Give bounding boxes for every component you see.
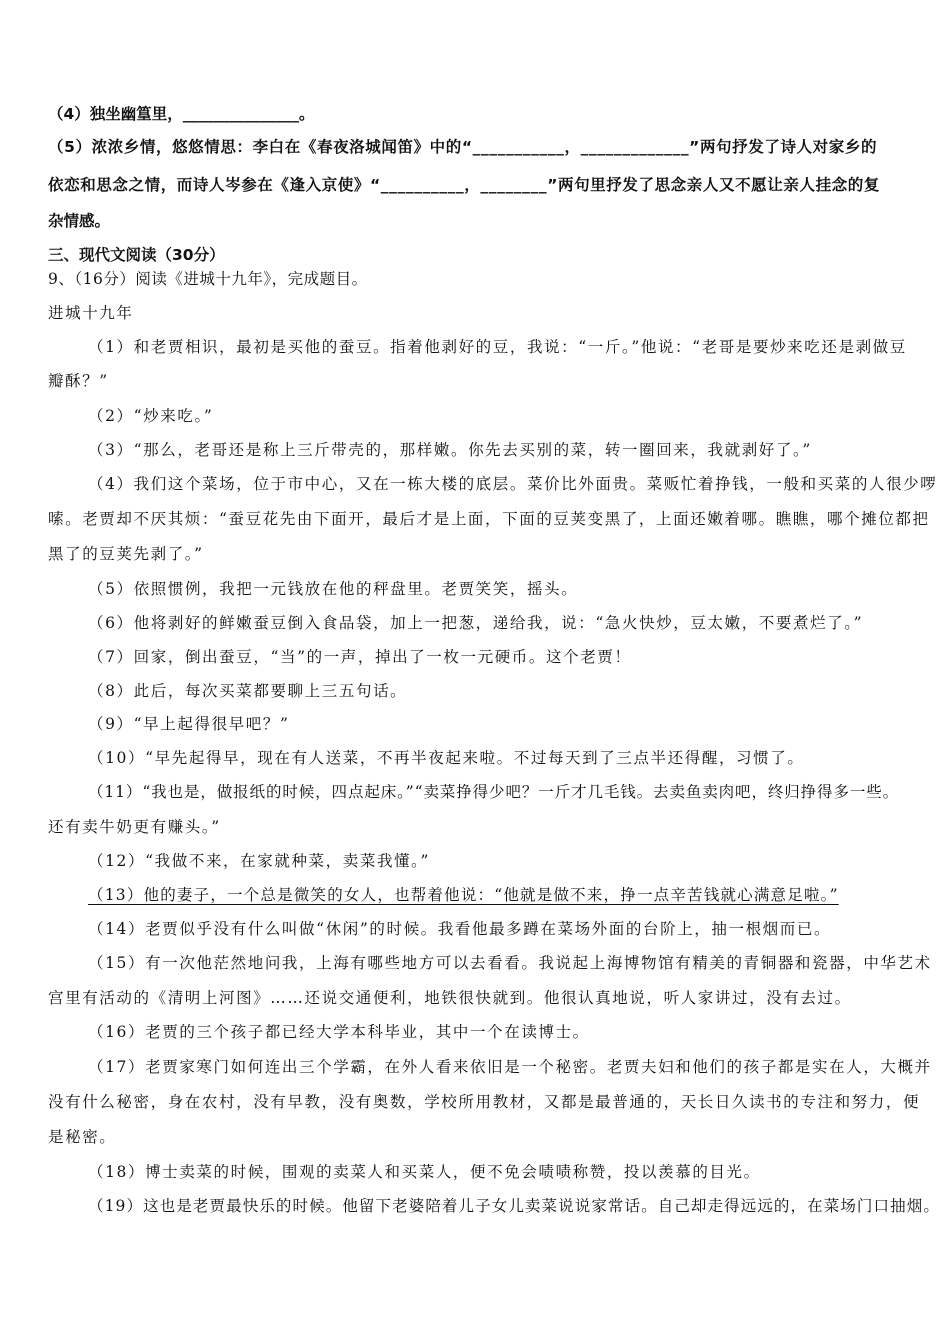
paragraph-line: （5）依照惯例，我把一元钱放在他的秤盘里。老贾笑笑，摇头。	[88, 580, 579, 598]
paragraph-line: （10）“早先起得早，现在有人送菜，不再半夜起来啦。不过每天到了三点半还得醒，习惯了。	[88, 749, 805, 767]
paragraph-line: （18）博士卖菜的时候，围观的卖菜人和买菜人，便不免会啧啧称赞，投以羡慕的目光。	[88, 1163, 761, 1181]
underlined-sentence: （13）他的妻子，一个总是微笑的女人，也帮着他说：“他就是做不来，挣一点辛苦钱就心满意足啦。”	[88, 886, 839, 904]
question-5-line-1: （5）浓浓乡情，悠悠情思：李白在《春夜洛城闻笛》中的“___________，_____________”两句抒发了诗人对家乡的	[48, 138, 878, 156]
question-5-line-3: 杂情感。	[48, 212, 111, 230]
article-title: 进城十九年	[48, 304, 134, 322]
paragraph-line: （3）“那么，老哥还是称上三斤带壳的，那样嫩。你先去买别的菜，转一圈回来，我就剥好了。”	[88, 441, 812, 459]
section-heading: 三、现代文阅读（30分）	[48, 246, 225, 264]
paragraph-line: 嗦。老贾却不厌其烦：“蚕豆花先由下面开，最后才是上面，下面的豆荚变黑了，上面还嫩着哪。瞧瞧，哪个摊位都把	[48, 510, 930, 528]
question-9-intro: 9、（16分）阅读《进城十九年》，完成题目。	[48, 270, 368, 288]
paragraph-line: 宫里有活动的《清明上河图》……还说交通便利，地铁很快就到。他很认真地说，听人家讲过，没有去过。	[48, 989, 852, 1007]
paragraph-line: （9）“早上起得很早吧？”	[88, 715, 290, 733]
paragraph-line: （17）老贾家寒门如何连出三个学霸，在外人看来依旧是一个秘密。老贾夫妇和他们的孩子都是实在人，大概并	[88, 1058, 932, 1076]
paragraph-line: （11）“我也是，做报纸的时候，四点起床。”“卖菜挣得少吧？一斤才几毛钱。去卖鱼卖肉吧，终归挣得多一些。	[88, 783, 900, 801]
paragraph-line: 黑了的豆荚先剥了。”	[48, 545, 204, 563]
paragraph-line: （4）我们这个菜场，位于市中心，又在一栋大楼的底层。菜价比外面贵。菜贩忙着挣钱，一般和买菜的人很少啰	[88, 475, 938, 493]
question-4: （4）独坐幽篁里，_______________。	[48, 105, 315, 123]
paragraph-line: （12）“我做不来，在家就种菜，卖菜我懂。”	[88, 852, 431, 870]
paragraph-line: （16）老贾的三个孩子都已经大学本科毕业，其中一个在读博士。	[88, 1023, 590, 1041]
paragraph-line: （6）他将剥好的鲜嫩蚕豆倒入食品袋，加上一把葱，递给我，说：“急火快炒，豆太嫩，不要煮烂了。”	[88, 614, 864, 632]
question-5-line-2: 依恋和思念之情，而诗人岑参在《逢入京使》“__________，________”两句里抒发了思念亲人又不愿让亲人挂念的复	[48, 176, 880, 194]
paragraph-line: （14）老贾似乎没有什么叫做“休闲”的时候。我看他最多蹲在菜场外面的台阶上，抽一根烟而已。	[88, 920, 832, 938]
paragraph-line: （15）有一次他茫然地问我，上海有哪些地方可以去看看。我说起上海博物馆有精美的青铜器和瓷器，中华艺术	[88, 954, 932, 972]
paragraph-line: 还有卖牛奶更有赚头。”	[48, 818, 221, 836]
paragraph-line: （8）此后，每次买菜都要聊上三五句话。	[88, 682, 408, 700]
paragraph-line: 瓣酥？”	[48, 372, 109, 390]
paragraph-line: 是秘密。	[48, 1128, 117, 1146]
paragraph-line: 没有什么秘密，身在农村，没有早教，没有奥数，学校所用教材，又都是最普通的，天长日久读书的专注和努力，便	[48, 1093, 921, 1111]
paragraph-line: （19）这也是老贾最快乐的时候。他留下老婆陪着儿子女儿卖菜说说家常话。自己却走得远远的，在菜场门口抽烟。	[88, 1197, 940, 1215]
paragraph-line: （2）“炒来吃。”	[88, 407, 214, 425]
paragraph-line: （7）回家，倒出蚕豆，“当”的一声，掉出了一枚一元硬币。这个老贾！	[88, 648, 632, 666]
paragraph-line: （1）和老贾相识，最初是买他的蚕豆。指着他剥好的豆，我说：“一斤。”他说：“老哥是要炒来吃还是剥做豆	[88, 338, 907, 356]
